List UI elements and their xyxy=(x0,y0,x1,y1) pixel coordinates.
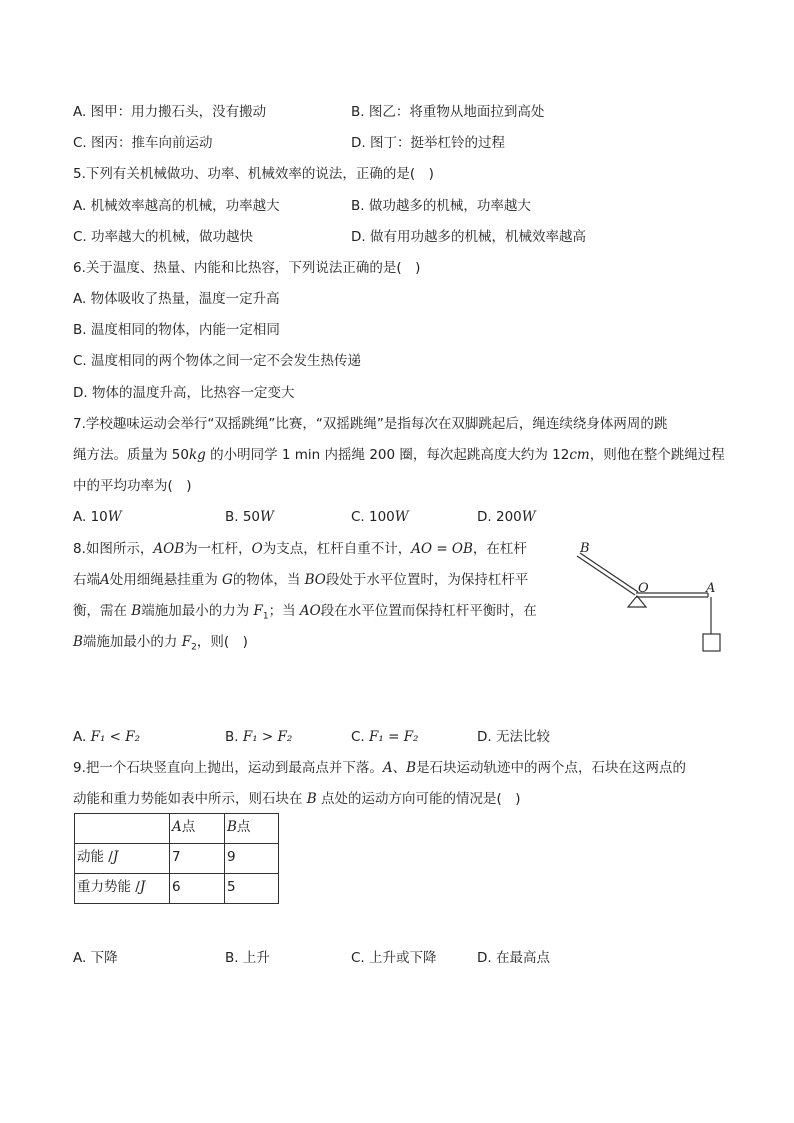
q9-l1-a: 9.把一个石块竖直向上抛出，运动到最高点并下落。 xyxy=(73,760,383,776)
q9-l2-B: B xyxy=(306,791,317,807)
q8-l4-B: B xyxy=(73,634,83,650)
q8-option-d: D. 无法比较 xyxy=(477,729,550,745)
q8-l2-d: 段处于水平位置时，为保持杠杆平 xyxy=(325,572,529,588)
lever-diagram xyxy=(568,536,728,656)
kinetic-unit: J xyxy=(112,849,119,865)
q9-option-c: C. 上升或下降 xyxy=(351,950,437,966)
q5-option-a: A. 机械效率越高的机械，功率越大 xyxy=(73,198,280,214)
q8-b-expr: F₁ > F₂ xyxy=(242,729,293,745)
q8-l3-AO: AO xyxy=(299,603,321,619)
q8-l2-a: 右端 xyxy=(73,572,100,588)
q7-text-a: 绳方法。质量为 50 xyxy=(73,447,189,463)
q8-stem-line1 xyxy=(73,540,527,558)
table-row-label-potential xyxy=(75,874,170,904)
q4-option-b: B. 图乙：将重物从地面拉到高处 xyxy=(351,104,545,120)
q8-l4-a: 端施加最小的力 xyxy=(82,634,182,650)
fulcrum-icon xyxy=(628,596,646,607)
q9-l1-b: 是石块运动轨迹中的两个点，石块在这两点的 xyxy=(416,760,687,776)
q8-l2-A: A xyxy=(100,572,110,588)
potential-unit: J xyxy=(139,879,146,895)
q8-l1-c: 为支点，杠杆自重不计， xyxy=(262,541,412,557)
q9-l2-a: 动能和重力势能如表中所示，则石块在 xyxy=(73,791,307,807)
q8-l1-a: 8.如图所示， xyxy=(73,541,154,557)
table-corner-cell xyxy=(75,814,170,844)
q5-option-b: B. 做功越多的机械，功率越大 xyxy=(351,198,531,214)
q7-stem-line3: 中的平均功率为( ) xyxy=(73,478,192,494)
q9-l1-A: A xyxy=(382,760,393,776)
q6-option-a: A. 物体吸收了热量，温度一定升高 xyxy=(73,291,280,307)
label-o: O xyxy=(638,581,649,596)
table-cell: 5 xyxy=(225,874,279,904)
q7-option-b xyxy=(225,508,274,526)
potential-label: 重力势能 / xyxy=(77,879,140,895)
q9-stem-line1 xyxy=(73,759,686,777)
table-header-b xyxy=(225,814,279,844)
table-row xyxy=(75,874,279,904)
q8-l3-c: ；当 xyxy=(268,603,300,619)
q6-option-c: C. 温度相同的两个物体之间一定不会发生热传递 xyxy=(73,353,362,369)
table-header-b-suffix: 点 xyxy=(236,819,251,835)
q7-stem-line2 xyxy=(73,446,725,464)
table-header-b-letter: B xyxy=(227,819,237,835)
table-row-label-kinetic xyxy=(75,844,170,874)
table-cell: 9 xyxy=(225,844,279,874)
energy-table xyxy=(74,813,279,904)
q7-option-c-unit: W xyxy=(394,509,409,525)
lever-arm-ob-inner xyxy=(580,553,638,592)
q9-option-a: A. 下降 xyxy=(73,950,118,966)
q9-option-d: D. 在最高点 xyxy=(477,950,550,966)
q8-c-pre: C. xyxy=(351,729,370,745)
label-b: B xyxy=(580,541,590,556)
q8-l4-b: ，则( ) xyxy=(196,634,248,650)
q8-l1-b: 为一杠杆， xyxy=(184,541,252,557)
q7-option-d xyxy=(477,508,536,526)
q8-stem-line3 xyxy=(73,602,537,626)
q8-option-b xyxy=(225,728,292,746)
q4-option-a: A. 图甲：用力搬石头，没有搬动 xyxy=(73,104,267,120)
q7-option-a-value: A. 10 xyxy=(73,509,108,525)
label-a: A xyxy=(706,581,716,596)
table-header-row xyxy=(75,814,279,844)
q7-unit-cm: cm xyxy=(569,447,590,463)
q4-option-c: C. 图丙：推车向前运动 xyxy=(73,135,213,151)
q9-l2-b: 点处的运动方向可能的情况是( ) xyxy=(316,791,521,807)
q8-a-expr: F₁ < F₂ xyxy=(90,729,141,745)
q5-option-c: C. 功率越大的机械，做功越快 xyxy=(73,229,254,245)
q7-option-d-unit: W xyxy=(521,509,536,525)
q8-l2-G: G xyxy=(222,572,233,588)
q7-stem-line1: 7.学校趣味运动会举行“双摇跳绳”比赛，“双摇跳绳”是指每次在双脚跳起后，绳连续绕身体两周的跳 xyxy=(73,416,668,432)
q8-l4-F2: F xyxy=(181,634,192,650)
table-header-a-suffix: 点 xyxy=(181,819,196,835)
weight-block xyxy=(703,634,720,651)
q5-stem: 5.下列有关机械做功、功率、机械效率的说法，正确的是( ) xyxy=(73,166,434,182)
q8-option-a xyxy=(73,728,140,746)
q8-l1-o: O xyxy=(251,541,263,557)
table-row xyxy=(75,844,279,874)
q4-option-d: D. 图丁：挺举杠铃的过程 xyxy=(351,135,505,151)
q8-l2-BO: BO xyxy=(304,572,326,588)
q9-stem-line2 xyxy=(73,790,521,808)
q6-option-b: B. 温度相同的物体，内能一定相同 xyxy=(73,322,280,338)
q8-option-c xyxy=(351,728,418,746)
q7-option-a xyxy=(73,508,122,526)
q7-option-b-unit: W xyxy=(260,509,274,525)
q9-option-b: B. 上升 xyxy=(225,950,270,966)
q6-stem: 6.关于温度、热量、内能和比热容，下列说法正确的是( ) xyxy=(73,260,421,276)
q9-l1-B: B xyxy=(406,760,417,776)
q8-l1-d: ，在杠杆 xyxy=(472,541,527,557)
kinetic-label: 动能 / xyxy=(77,849,113,865)
q8-b-pre: B. xyxy=(225,729,243,745)
q8-l3-F1: F xyxy=(253,603,263,619)
q7-unit-kg: kg xyxy=(188,447,206,463)
q8-l3-b: 端施加最小的力为 xyxy=(141,603,254,619)
q8-l2-b: 处用细绳悬挂重为 xyxy=(109,572,223,588)
q7-text-b: 的小明同学 1 min 内摇绳 200 圈，每次起跳高度大约为 12 xyxy=(205,447,570,463)
q9-l1-sep: 、 xyxy=(392,760,407,776)
table-header-a xyxy=(170,814,225,844)
q7-option-c xyxy=(351,508,409,526)
q8-l2-c: 的物体，当 xyxy=(232,572,305,588)
q6-option-d: D. 物体的温度升高，比热容一定变大 xyxy=(73,385,295,401)
q7-option-c-value: C. 100 xyxy=(351,509,395,525)
q8-stem-line4 xyxy=(73,633,248,657)
q8-l1-eq: AO = OB xyxy=(411,541,473,557)
q8-a-pre: A. xyxy=(73,729,91,745)
q7-option-a-unit: W xyxy=(107,509,122,525)
q8-l1-aob: AOB xyxy=(153,541,185,557)
q8-stem-line2 xyxy=(73,571,528,589)
table-cell: 6 xyxy=(170,874,225,904)
table-header-a-letter: A xyxy=(172,819,182,835)
q8-l3-d: 段在水平位置而保持杠杆平衡时，在 xyxy=(320,603,537,619)
q8-l3-a: 衡，需在 xyxy=(73,603,132,619)
q7-option-d-value: D. 200 xyxy=(477,509,522,525)
q8-l3-B: B xyxy=(131,603,142,619)
q5-option-d: D. 做有用功越多的机械，机械效率越高 xyxy=(351,229,586,245)
q8-l3-sub1: 1 xyxy=(262,611,269,622)
lever-arm-ob-outer xyxy=(577,556,635,595)
q8-l4-sub2: 2 xyxy=(191,642,197,653)
q8-c-expr: F₁ = F₂ xyxy=(369,729,419,745)
q7-text-c: ，则他在整个跳绳过程 xyxy=(589,447,725,463)
q7-option-b-value: B. 50 xyxy=(225,509,261,525)
table-cell: 7 xyxy=(170,844,225,874)
